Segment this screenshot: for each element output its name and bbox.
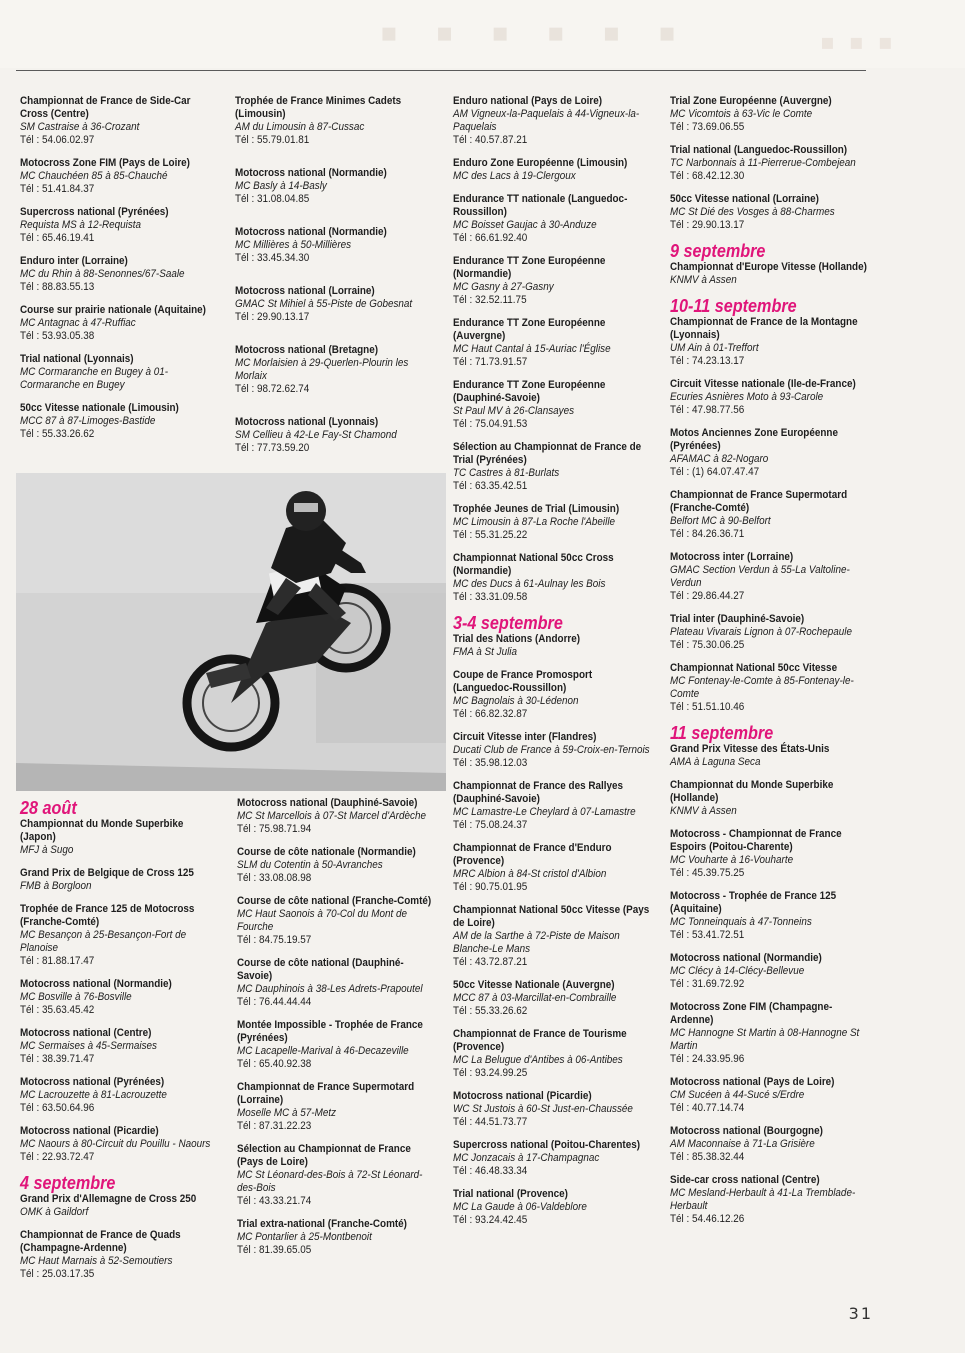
event-entry: [235, 95, 435, 147]
event-entry: [20, 978, 218, 1017]
event-organizer: TC Castres à 81-Burlats: [453, 467, 560, 479]
event-title: Championnat National 50cc Vitesse: [670, 662, 838, 674]
event-organizer: FMA à St Julia: [453, 646, 518, 658]
event-organizer: Belfort MC à 90-Belfort: [670, 515, 771, 527]
event-title: Endurance TT Zone Européenne (Auvergne): [453, 317, 606, 342]
event-entry: [20, 1076, 218, 1115]
event-organizer: OMK à Gaildorf: [20, 1206, 89, 1218]
event-entry: [237, 957, 437, 1009]
event-title: Championnat de France de Side-Car Cross (Centre): [20, 95, 191, 120]
event-phone: Tél : 75.08.24.37: [453, 819, 528, 831]
event-title: Grand Prix Vitesse des États-Unis: [670, 743, 830, 755]
event-title: 50cc Vitesse Nationale (Auvergne): [453, 979, 615, 991]
motocross-rider-illustration: [16, 473, 446, 791]
event-phone: Tél : 73.69.06.55: [670, 121, 745, 133]
ghost-header-ornament: ▪▪▪▪▪▪: [380, 18, 714, 48]
event-entry: [670, 779, 870, 818]
event-organizer: MC des Ducs à 61-Aulnay les Bois: [453, 578, 606, 590]
event-entry: [670, 1174, 870, 1226]
event-phone: Tél : 53.41.72.51: [670, 929, 745, 941]
event-entry: [237, 797, 437, 836]
event-phone: Tél : 63.50.64.96: [20, 1102, 95, 1114]
event-organizer: CM Sucéen à 44-Sucé s/Erdre: [670, 1089, 805, 1101]
event-organizer: MRC Albion à 84-St cristol d'Albion: [453, 868, 607, 880]
event-title: Trial extra-national (Franche-Comté): [237, 1218, 407, 1230]
date-section: [670, 724, 870, 1226]
event-organizer: Plateau Vivarais Lignon à 07-Rochepaule: [670, 626, 852, 638]
event-phone: Tél : 43.72.87.21: [453, 956, 528, 968]
event-organizer: MC Morlaisien à 29-Querlen-Plourin les Morlaix: [235, 357, 409, 382]
event-phone: Tél : 33.08.08.98: [237, 872, 312, 884]
event-organizer: MC La Belugue d'Antibes à 06-Antibes: [453, 1054, 623, 1066]
event-entry: [235, 285, 435, 324]
event-phone: Tél : 33.31.09.58: [453, 591, 528, 603]
event-phone: Tél : 29.86.44.27: [670, 590, 745, 602]
event-phone: Tél : 25.03.17.35: [20, 1268, 95, 1280]
event-phone: Tél : 29.90.13.17: [235, 311, 310, 323]
event-phone: Tél : (1) 64.07.47.47: [670, 466, 760, 478]
event-organizer: WC St Justois à 60-St Just-en-Chaussée: [453, 1103, 633, 1115]
event-title: Championnat du Monde Superbike (Hollande): [670, 779, 834, 804]
event-title: Motocross inter (Lorraine): [670, 551, 794, 563]
event-entry: [20, 1229, 218, 1281]
event-entry: [670, 952, 870, 991]
event-title: Championnat de France de Quads (Champagne-Ardenne): [20, 1229, 181, 1254]
event-title: Motocross Zone FIM (Pays de Loire): [20, 157, 190, 169]
event-phone: Tél : 75.04.91.53: [453, 418, 528, 430]
event-organizer: St Paul MV à 26-Clansayes: [453, 405, 575, 417]
event-title: Motocross Zone FIM (Champagne-Ardenne): [670, 1001, 833, 1026]
event-title: Championnat National 50cc Cross (Normandie): [453, 552, 614, 577]
event-entry: [453, 441, 651, 493]
event-phone: Tél : 55.33.26.62: [20, 428, 95, 440]
column-1-bottom: [20, 797, 218, 1291]
event-phone: Tél : 51.41.84.37: [20, 183, 95, 195]
event-phone: Tél : 85.38.32.44: [670, 1151, 745, 1163]
motocross-photo: [16, 473, 446, 791]
event-phone: Tél : 77.73.59.20: [235, 442, 310, 454]
event-title: Trial national (Lyonnais): [20, 353, 134, 365]
event-entry: [237, 1081, 437, 1133]
event-title: Championnat de France de la Montagne (Lyonnais): [670, 316, 858, 341]
event-entry: [237, 895, 437, 947]
event-phone: Tél : 54.46.12.26: [670, 1213, 745, 1225]
event-phone: Tél : 68.42.12.30: [670, 170, 745, 182]
event-phone: Tél : 31.69.72.92: [670, 978, 745, 990]
event-organizer: SM Cellieu à 42-Le Fay-St Chamond: [235, 429, 397, 441]
event-title: Supercross national (Pyrénées): [20, 206, 169, 218]
event-title: Enduro Zone Européenne (Limousin): [453, 157, 628, 169]
event-entry: [235, 226, 435, 265]
event-phone: Tél : 40.77.14.74: [670, 1102, 745, 1114]
event-title: Championnat de France des Rallyes (Dauphiné-Savoie): [453, 780, 624, 805]
event-title: Motocross national (Bretagne): [235, 344, 379, 356]
event-title: Trial des Nations (Andorre): [453, 633, 581, 645]
event-phone: Tél : 76.44.44.44: [237, 996, 312, 1008]
event-entry: [453, 1139, 651, 1178]
event-title: Motocross national (Picardie): [20, 1125, 159, 1137]
event-phone: Tél : 88.83.55.13: [20, 281, 95, 293]
event-entry: [20, 157, 218, 196]
event-organizer: MC Pontarlier à 25-Montbenoit: [237, 1231, 372, 1243]
event-organizer: MC Jonzacais à 17-Champagnac: [453, 1152, 600, 1164]
event-organizer: GMAC Section Verdun à 55-La Valtoline-Verdun: [670, 564, 850, 589]
event-entry: [235, 416, 435, 455]
column-2-top: [235, 95, 435, 475]
event-organizer: MC Vicomtois à 63-Vic le Comte: [670, 108, 813, 120]
event-title: Motocross national (Picardie): [453, 1090, 592, 1102]
event-title: Motocross national (Centre): [20, 1027, 152, 1039]
event-phone: Tél : 55.31.25.22: [453, 529, 528, 541]
event-title: Motocross national (Pays de Loire): [670, 1076, 835, 1088]
event-entry: [453, 780, 651, 832]
event-entry: [235, 167, 435, 206]
event-title: Trial national (Provence): [453, 1188, 568, 1200]
event-title: Supercross national (Poitou-Charentes): [453, 1139, 641, 1151]
event-title: Motocross national (Normandie): [235, 167, 387, 179]
event-title: Course sur prairie nationale (Aquitaine): [20, 304, 206, 316]
event-entry: [453, 95, 651, 147]
event-phone: Tél : 98.72.62.74: [235, 383, 310, 395]
event-title: Trial national (Languedoc-Roussillon): [670, 144, 848, 156]
event-organizer: MC Sermaises à 45-Sermaises: [20, 1040, 157, 1052]
event-title: Motocross national (Normandie): [670, 952, 822, 964]
event-title: Coupe de France Promosport (Languedoc-Roussillon): [453, 669, 593, 694]
event-title: Motos Anciennes Zone Européenne (Pyrénées): [670, 427, 838, 452]
event-entry: [453, 1188, 651, 1227]
event-organizer: MC Antagnac à 47-Ruffiac: [20, 317, 136, 329]
event-title: Enduro inter (Lorraine): [20, 255, 128, 267]
event-title: Circuit Vitesse inter (Flandres): [453, 731, 597, 743]
event-entry: [453, 842, 651, 894]
event-entry: [670, 613, 870, 652]
event-phone: Tél : 24.33.95.96: [670, 1053, 745, 1065]
event-phone: Tél : 51.51.10.46: [670, 701, 745, 713]
event-entry: [670, 1076, 870, 1115]
event-organizer: MC Basly à 14-Basly: [235, 180, 327, 192]
event-entry: [20, 304, 218, 343]
event-organizer: MC Lacrouzette à 81-Lacrouzette: [20, 1089, 167, 1101]
event-title: Trophée de France 125 de Motocross (Franche-Comté): [20, 903, 195, 928]
date-heading: 4 septembre: [20, 1173, 116, 1193]
event-organizer: Moselle MC à 57-Metz: [237, 1107, 337, 1119]
date-section: [20, 799, 218, 1164]
event-phone: Tél : 63.35.42.51: [453, 480, 528, 492]
event-phone: Tél : 43.33.21.74: [237, 1195, 312, 1207]
event-entry: [237, 1019, 437, 1071]
event-phone: Tél : 66.82.32.87: [453, 708, 528, 720]
event-organizer: MC Vouharte à 16-Vouharte: [670, 854, 794, 866]
event-title: Championnat de France d'Enduro (Provence): [453, 842, 612, 867]
event-title: Circuit Vitesse nationale (Ile-de-France): [670, 378, 856, 390]
event-organizer: KNMV à Assen: [670, 805, 737, 817]
event-entry: [670, 378, 870, 417]
event-entry: [453, 1090, 651, 1129]
event-entry: [670, 261, 870, 287]
event-phone: Tél : 35.98.12.03: [453, 757, 528, 769]
event-phone: Tél : 22.93.72.47: [20, 1151, 95, 1163]
event-entry: [453, 317, 651, 369]
event-entry: [453, 379, 651, 431]
event-organizer: MC des Lacs à 19-Clergoux: [453, 170, 576, 182]
event-organizer: TC Narbonnais à 11-Pierrerue-Combejean: [670, 157, 856, 169]
event-title: 50cc Vitesse national (Lorraine): [670, 193, 819, 205]
event-entry: [453, 979, 651, 1018]
event-organizer: AFAMAC à 82-Nogaro: [670, 453, 769, 465]
event-entry: [453, 255, 651, 307]
event-entry: [20, 903, 218, 968]
event-title: Championnat de France Supermotard (Franche-Comté): [670, 489, 848, 514]
date-section: [670, 242, 870, 287]
event-title: Championnat d'Europe Vitesse (Hollande): [670, 261, 867, 273]
event-phone: Tél : 75.30.06.25: [670, 639, 745, 651]
event-phone: Tél : 53.93.05.38: [20, 330, 95, 342]
event-title: Championnat du Monde Superbike (Japon): [20, 818, 184, 843]
event-phone: Tél : 54.06.02.97: [20, 134, 95, 146]
event-phone: Tél : 38.39.71.47: [20, 1053, 95, 1065]
event-organizer: MC Chauchéen 85 à 85-Chauché: [20, 170, 168, 182]
event-organizer: MC Dauphinois à 38-Les Adrets-Prapoutel: [237, 983, 423, 995]
event-entry: [453, 193, 651, 245]
event-title: Sélection au Championnat de France (Pays de Loire): [237, 1143, 411, 1168]
event-entry: [670, 489, 870, 541]
event-entry: [670, 828, 870, 880]
event-organizer: AMA à Laguna Seca: [670, 756, 761, 768]
event-entry: [670, 1001, 870, 1066]
event-entry: [235, 344, 435, 396]
date-section: [20, 1174, 218, 1281]
event-entry: [20, 1125, 218, 1164]
event-organizer: MC Lamastre-Le Cheylard à 07-Lamastre: [453, 806, 636, 818]
event-title: Championnat National 50cc Vitesse (Pays de Loire): [453, 904, 650, 929]
event-title: Side-car cross national (Centre): [670, 1174, 820, 1186]
event-entry: [20, 353, 218, 392]
event-entry: [670, 662, 870, 714]
event-title: Endurance TT Zone Européenne (Normandie): [453, 255, 606, 280]
event-entry: [237, 1143, 437, 1208]
date-section: [453, 95, 651, 604]
event-phone: Tél : 46.48.33.34: [453, 1165, 528, 1177]
event-entry: [670, 95, 870, 134]
event-organizer: Requista MS à 12-Requista: [20, 219, 142, 231]
event-phone: Tél : 35.63.45.42: [20, 1004, 95, 1016]
event-organizer: MC du Rhin à 88-Senonnes/67-Saale: [20, 268, 185, 280]
event-entry: [453, 633, 651, 659]
event-organizer: MC Bagnolais à 30-Lédenon: [453, 695, 579, 707]
event-phone: Tél : 55.33.26.62: [453, 1005, 528, 1017]
event-phone: Tél : 40.57.87.21: [453, 134, 528, 146]
event-entry: [20, 1193, 218, 1219]
event-organizer: UM Ain à 01-Treffort: [670, 342, 759, 354]
event-entry: [453, 157, 651, 183]
event-title: Grand Prix de Belgique de Cross 125: [20, 867, 194, 879]
event-organizer: AM Maconnaise à 71-La Grisière: [670, 1138, 815, 1150]
event-entry: [453, 503, 651, 542]
event-entry: [453, 669, 651, 721]
event-title: Trial inter (Dauphiné-Savoie): [670, 613, 805, 625]
column-4: [670, 95, 870, 1236]
event-organizer: MC St Léonard-des-Bois à 72-St Léonard-des-Bois: [237, 1169, 423, 1194]
event-organizer: SM Castraise à 36-Crozant: [20, 121, 140, 133]
event-title: Championnat de France de Tourisme (Provence): [453, 1028, 627, 1053]
event-title: Endurance TT Zone Européenne (Dauphiné-Savoie): [453, 379, 606, 404]
event-title: Trial Zone Européenne (Auvergne): [670, 95, 832, 107]
event-title: Motocross national (Lyonnais): [235, 416, 379, 428]
event-title: Motocross national (Bourgogne): [670, 1125, 823, 1137]
event-title: Grand Prix d'Allemagne de Cross 250: [20, 1193, 197, 1205]
event-phone: Tél : 47.98.77.56: [670, 404, 745, 416]
event-entry: [20, 867, 218, 893]
event-title: Endurance TT nationale (Languedoc-Roussillon): [453, 193, 628, 218]
column-2-bottom: [237, 797, 437, 1267]
event-entry: [670, 144, 870, 183]
event-title: Motocross national (Dauphiné-Savoie): [237, 797, 418, 809]
event-phone: Tél : 44.51.73.77: [453, 1116, 528, 1128]
event-phone: Tél : 71.73.91.57: [453, 356, 528, 368]
event-organizer: AM Vigneux-la-Paquelais à 44-Vigneux-la-Paquelais: [453, 108, 640, 133]
event-title: Trophée Jeunes de Trial (Limousin): [453, 503, 620, 515]
event-organizer: MC Haut Marnais à 52-Semoutiers: [20, 1255, 173, 1267]
date-heading: 3-4 septembre: [453, 613, 563, 633]
event-title: Motocross - Championnat de France Espoirs (Poitou-Charente): [670, 828, 842, 853]
event-title: Course de côte national (Franche-Comté): [237, 895, 432, 907]
event-organizer: MFJ à Sugo: [20, 844, 74, 856]
event-title: 50cc Vitesse nationale (Limousin): [20, 402, 179, 414]
event-organizer: MC Hannogne St Martin à 08-Hannogne St Martin: [670, 1027, 860, 1052]
event-title: Course de côte nationale (Normandie): [237, 846, 416, 858]
event-phone: Tél : 93.24.99.25: [453, 1067, 528, 1079]
event-organizer: MC Limousin à 87-La Roche l'Abeille: [453, 516, 616, 528]
event-entry: [670, 316, 870, 368]
event-organizer: MC La Gaude à 06-Valdeblore: [453, 1201, 587, 1213]
page-number: 31: [848, 1304, 873, 1323]
event-organizer: MC Haut Saonois à 70-Col du Mont de Fourche: [237, 908, 408, 933]
event-organizer: MC Boisset Gaujac à 30-Anduze: [453, 219, 597, 231]
event-organizer: MC Tonneinquais à 47-Tonneins: [670, 916, 812, 928]
event-organizer: MCC 87 à 87-Limoges-Bastide: [20, 415, 156, 427]
event-organizer: SLM du Cotentin à 50-Avranches: [237, 859, 383, 871]
event-entry: [670, 427, 870, 479]
event-phone: Tél : 65.46.19.41: [20, 232, 95, 244]
event-phone: Tél : 32.52.11.75: [453, 294, 527, 306]
event-phone: Tél : 66.61.92.40: [453, 232, 528, 244]
event-phone: Tél : 81.88.17.47: [20, 955, 95, 967]
event-phone: Tél : 84.75.19.57: [237, 934, 312, 946]
event-entry: [20, 95, 218, 147]
event-organizer: MC Besançon à 25-Besançon-Fort de Planoise: [20, 929, 187, 954]
event-title: Motocross national (Normandie): [235, 226, 387, 238]
event-organizer: MC Clécy à 14-Clécy-Bellevue: [670, 965, 805, 977]
event-title: Championnat de France Supermotard (Lorraine): [237, 1081, 415, 1106]
event-entry: [453, 1028, 651, 1080]
column-3: [453, 95, 651, 1237]
event-phone: Tél : 90.75.01.95: [453, 881, 528, 893]
event-organizer: AM de la Sarthe à 72-Piste de Maison Blanche-Le Mans: [453, 930, 620, 955]
event-entry: [237, 846, 437, 885]
event-title: Motocross national (Lorraine): [235, 285, 375, 297]
event-phone: Tél : 87.31.22.23: [237, 1120, 312, 1132]
event-phone: Tél : 74.23.13.17: [670, 355, 745, 367]
event-phone: Tél : 45.39.75.25: [670, 867, 745, 879]
event-phone: Tél : 33.45.34.30: [235, 252, 310, 264]
date-heading: 28 août: [20, 798, 77, 818]
event-organizer: FMB à Borgloon: [20, 880, 92, 892]
event-organizer: MCC 87 à 03-Marcillat-en-Combraille: [453, 992, 617, 1004]
ghost-header-ornament-right: ▪▪▪: [820, 30, 907, 55]
event-entry: [670, 890, 870, 942]
event-title: Motocross national (Pyrénées): [20, 1076, 165, 1088]
date-heading: 9 septembre: [670, 241, 766, 261]
date-section: [453, 614, 651, 1227]
event-entry: [453, 904, 651, 969]
event-organizer: MC Cormaranche en Bugey à 01-Cormaranche en Bugey: [20, 366, 169, 391]
event-organizer: MC Fontenay-le-Comte à 85-Fontenay-le-Comte: [670, 675, 854, 700]
event-entry: [670, 551, 870, 603]
event-entry: [670, 1125, 870, 1164]
event-phone: Tél : 81.39.65.05: [237, 1244, 312, 1256]
event-organizer: MC St Dié des Vosges à 88-Charmes: [670, 206, 835, 218]
event-phone: Tél : 29.90.13.17: [670, 219, 745, 231]
event-organizer: MC Lacapelle-Marival à 46-Decazeville: [237, 1045, 409, 1057]
event-entry: [670, 193, 870, 232]
event-entry: [453, 731, 651, 770]
event-phone: Tél : 55.79.01.81: [235, 134, 310, 146]
event-entry: [20, 402, 218, 441]
event-organizer: MC Mesland-Herbault à 41-La Tremblade-Herbault: [670, 1187, 856, 1212]
event-entry: [20, 1027, 218, 1066]
column-1-top: [20, 95, 218, 451]
event-organizer: MC Haut Cantal à 15-Auriac l'Église: [453, 343, 611, 355]
event-organizer: KNMV à Assen: [670, 274, 737, 286]
event-organizer: MC Millières à 50-Millières: [235, 239, 352, 251]
event-title: Sélection au Championnat de France de Trial (Pyrénées): [453, 441, 642, 466]
header-rule: [16, 70, 866, 71]
event-title: Montée Impossible - Trophée de France (Pyrénées): [237, 1019, 423, 1044]
event-title: Course de côte national (Dauphiné-Savoie): [237, 957, 404, 982]
event-organizer: MC Naours à 80-Circuit du Pouillu - Naours: [20, 1138, 211, 1150]
event-entry: [670, 743, 870, 769]
event-phone: Tél : 93.24.42.45: [453, 1214, 528, 1226]
date-section: [670, 297, 870, 714]
event-title: Trophée de France Minimes Cadets (Limousin): [235, 95, 402, 120]
event-organizer: Ducati Club de France à 59-Croix-en-Ternois: [453, 744, 650, 756]
event-phone: Tél : 75.98.71.94: [237, 823, 312, 835]
event-entry: [20, 206, 218, 245]
event-organizer: GMAC St Mihiel à 55-Piste de Gobesnat: [235, 298, 413, 310]
event-phone: Tél : 31.08.04.85: [235, 193, 310, 205]
event-entry: [453, 552, 651, 604]
date-heading: 10-11 septembre: [670, 296, 797, 316]
event-title: Motocross - Trophée de France 125 (Aquitaine): [670, 890, 837, 915]
date-section: [670, 95, 870, 232]
event-title: Motocross national (Normandie): [20, 978, 172, 990]
event-organizer: AM du Limousin à 87-Cussac: [235, 121, 365, 133]
event-entry: [20, 255, 218, 294]
event-entry: [20, 818, 218, 857]
event-organizer: MC Gasny à 27-Gasny: [453, 281, 554, 293]
event-entry: [237, 1218, 437, 1257]
event-phone: Tél : 65.40.92.38: [237, 1058, 312, 1070]
date-heading: 11 septembre: [670, 723, 774, 743]
event-organizer: MC St Marcellois à 07-St Marcel d'Ardèche: [237, 810, 426, 822]
event-organizer: Ecuries Asnières Moto à 93-Carole: [670, 391, 824, 403]
event-title: Enduro national (Pays de Loire): [453, 95, 603, 107]
event-phone: Tél : 84.26.36.71: [670, 528, 745, 540]
event-organizer: MC Bosville à 76-Bosville: [20, 991, 132, 1003]
